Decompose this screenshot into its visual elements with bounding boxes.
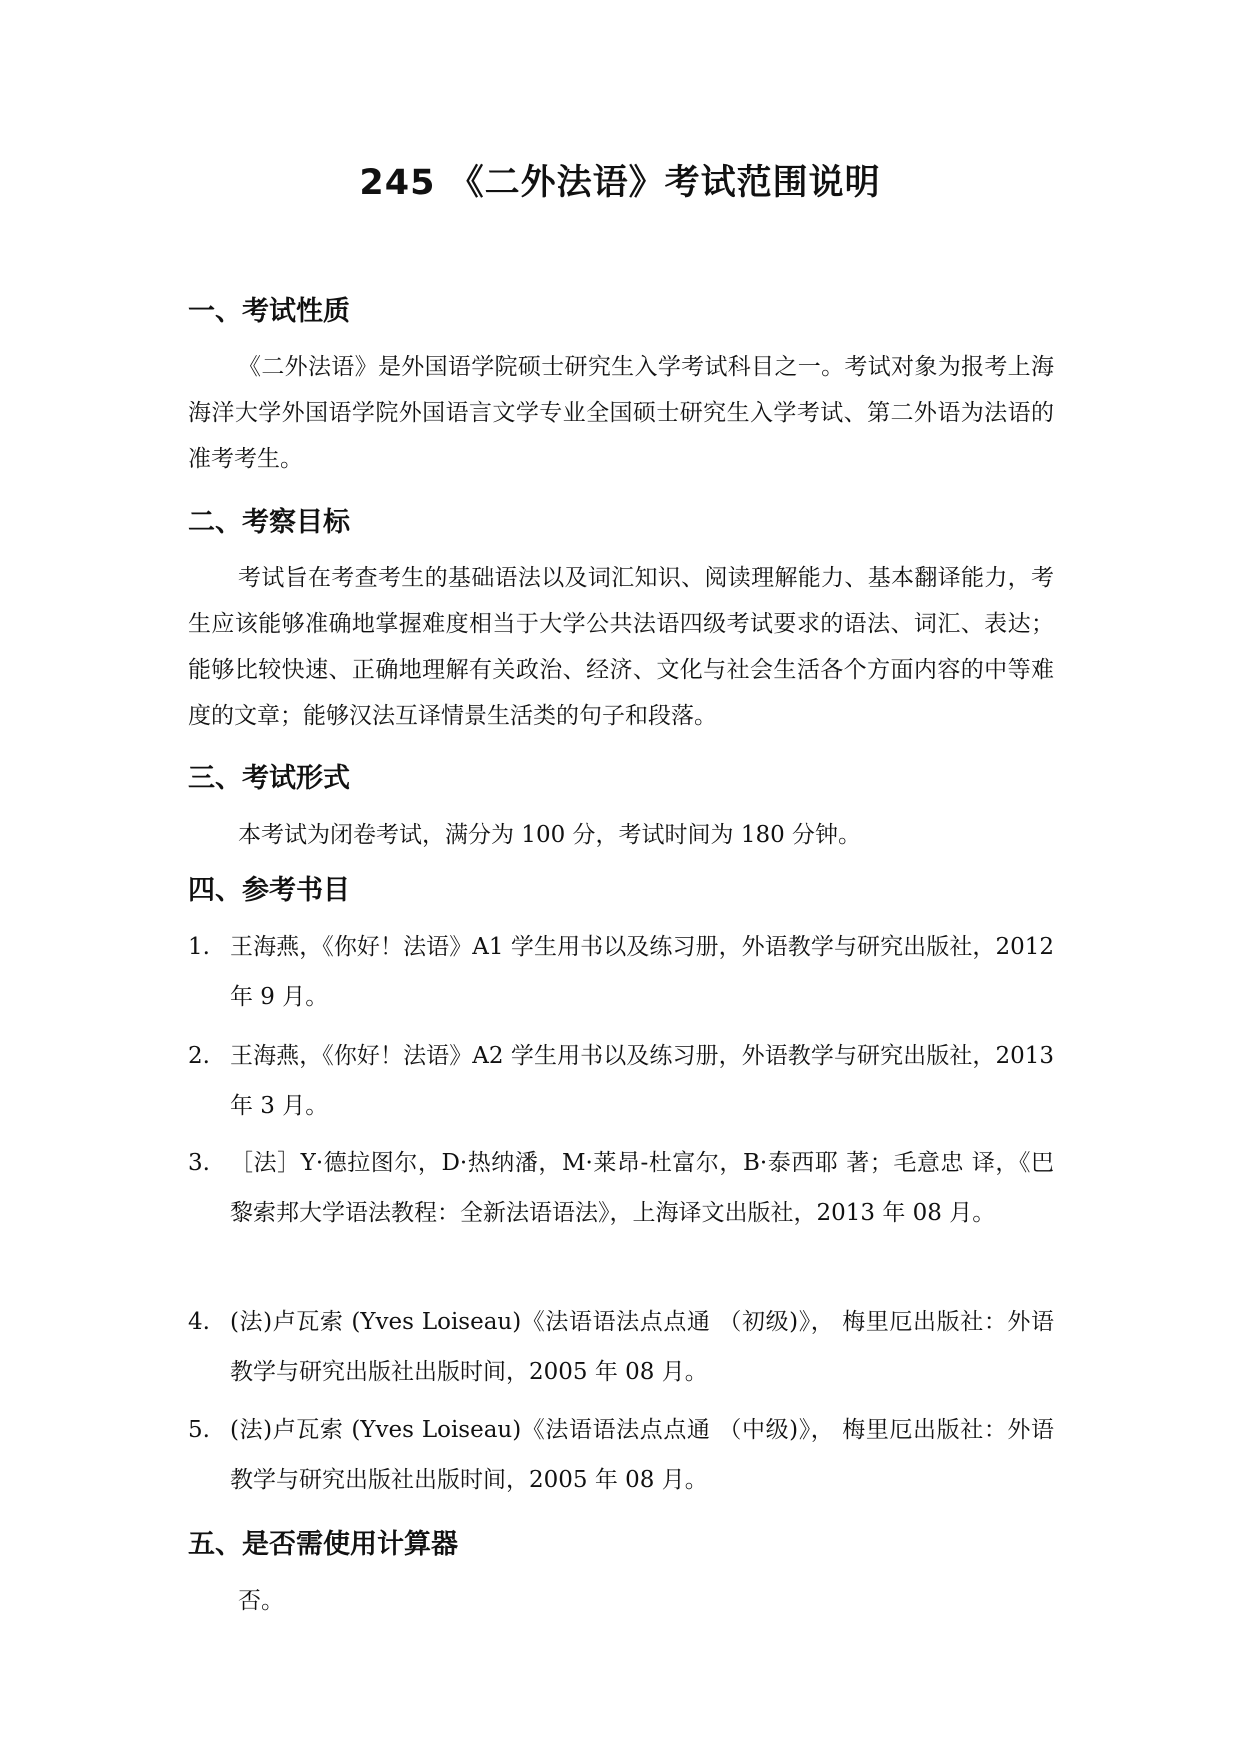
reference-text: (法)卢瓦索 (Yves Loiseau)《法语语法点点通 （中级)》， 梅里厄出版社：外语教学与研究出版社出版时间，2005 年 08 月。 bbox=[230, 1417, 1054, 1493]
reference-number: 4. bbox=[188, 1309, 210, 1335]
section-body-objectives: 考试旨在考查考生的基础语法以及词汇知识、阅读理解能力、基本翻译能力，考生应该能够准确地掌握难度相当于大学公共法语四级考试要求的语法、词汇、表达；能够比较快速、正确地理解有关政治、经济、文化与社会生活各个方面内容的中等难度的文章；能够汉法互译情景生活类的句子和段落。 bbox=[188, 565, 1054, 729]
reference-text: 王海燕，《你好！法语》A1 学生用书以及练习册，外语教学与研究出版社，2012 年 9 月。 bbox=[230, 934, 1054, 1010]
page-title: 245 《二外法语》考试范围说明 bbox=[359, 163, 881, 203]
reference-item bbox=[188, 1297, 1054, 1397]
reference-item bbox=[188, 1405, 1054, 1505]
reference-number: 3. bbox=[188, 1150, 210, 1176]
reference-number: 2. bbox=[188, 1043, 210, 1069]
reference-text: ［法］Y·德拉图尔，D·热纳潘，M·莱昂-杜富尔，B·泰西耶 著；毛意忠 译，《巴黎索邦大学语法教程：全新法语语法》，上海译文出版社，2013 年 08 月。 bbox=[230, 1150, 1054, 1226]
reference-number: 1. bbox=[188, 934, 210, 960]
section-body-calculator: 否。 bbox=[238, 1588, 284, 1614]
reference-text: (法)卢瓦索 (Yves Loiseau)《法语语法点点通 （初级)》， 梅里厄出版社：外语教学与研究出版社出版时间，2005 年 08 月。 bbox=[230, 1309, 1054, 1385]
reference-text: 王海燕，《你好！法语》A2 学生用书以及练习册，外语教学与研究出版社，2013 年 3 月。 bbox=[230, 1043, 1054, 1119]
section-body-exam-nature: 《二外法语》是外国语学院硕士研究生入学考试科目之一。考试对象为报考上海海洋大学外国语学院外国语言文学专业全国硕士研究生入学考试、第二外语为法语的准考考生。 bbox=[188, 354, 1054, 472]
reference-item bbox=[188, 1138, 1054, 1238]
reference-item bbox=[188, 922, 1054, 1022]
reference-number: 5. bbox=[188, 1417, 210, 1443]
reference-item bbox=[188, 1031, 1054, 1131]
section-body-exam-format: 本考试为闭卷考试，满分为 100 分，考试时间为 180 分钟。 bbox=[238, 822, 862, 848]
section-heading-exam-format: 三、考试形式 bbox=[188, 763, 350, 794]
section-heading-exam-nature: 一、考试性质 bbox=[188, 296, 350, 327]
section-heading-references: 四、参考书目 bbox=[188, 875, 350, 906]
section-heading-objectives: 二、考察目标 bbox=[188, 507, 350, 538]
section-heading-calculator: 五、是否需使用计算器 bbox=[188, 1529, 458, 1560]
